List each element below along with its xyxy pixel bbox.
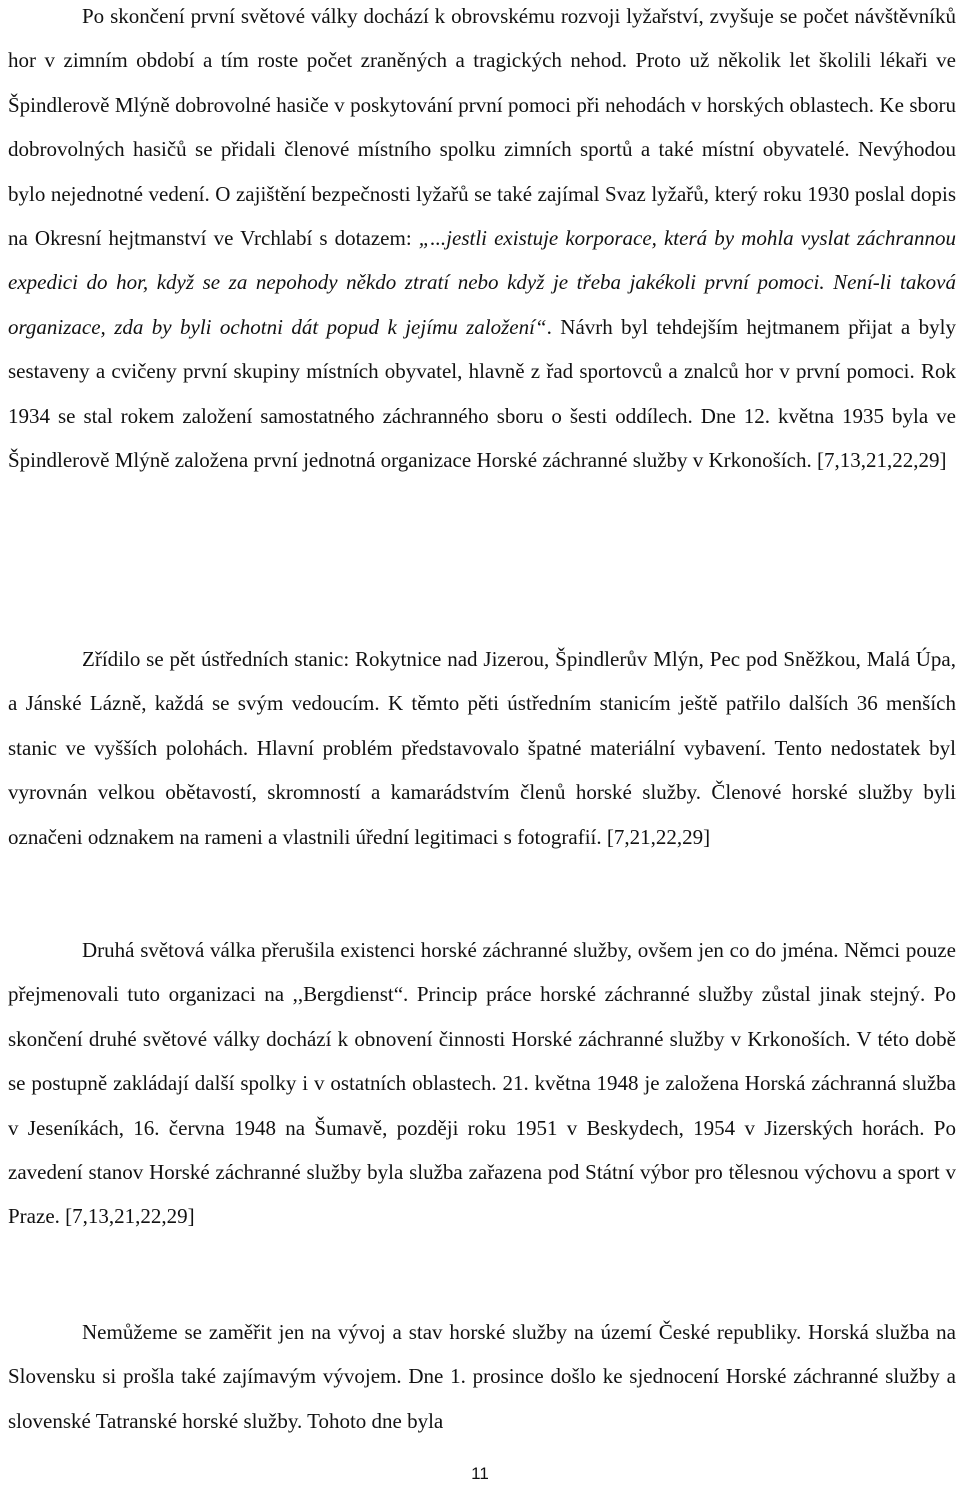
paragraph-1 [8,0,956,482]
paragraph-1-quote: „...jestli existuje korporace, která by mohla vyslat záchrannou expedici do hor, když se za nepohody někdo ztratí nebo když je třeba jakékoli první pomoci. Není-li taková organizace, zda by byli ochotni dát popud k jejímu založení“ [8,226,956,339]
paragraph-1-text-end: . Návrh byl tehdejším hejtmanem přijat a byly sestaveny a cvičeny první skupiny místních obyvatel, hlavně z řad sportovců a znalců hor v první pomoci. Rok 1934 se stal rokem založení samostatného záchranného sboru o šesti oddílech. Dne 12. května 1935 byla ve Špindlerově Mlýně založena první jednotná organizace Horské záchranné služby v Krkonoších. [7,13,21,22,29] [8,314,956,473]
paragraph-3-text: Druhá světová válka přerušila existenci horské záchranné služby, ovšem jen co do jména. Němci pouze přejmenovali tuto organizaci na ,,Bergdienst“. Princip práce horské záchranné služby zůstal jinak stejný. Po skončení druhé světové války dochází k obnovení činnosti Horské záchranné služby v Krkonoších. V této době se postupně zakládají další spolky i v ostatních oblastech. 21. května 1948 je založena Horská záchranná služba v Jeseníkách, 16. června 1948 na Šumavě, později roku 1951 v Beskydech, 1954 v Jizerských horách. Po zavedení stanov Horské záchranné služby byla služba zařazena pod Státní výbor pro tělesnou výchovu a sport v Praze. [7,13,21,22,29] [8,938,956,1229]
paragraph-2 [8,637,956,859]
paragraph-1-text: Po skončení první světové války dochází k obrovskému rozvoji lyžařství, zvyšuje se počet návštěvníků hor v zimním období a tím roste počet zraněných a tragických nehod. Proto už několik let školili lékaři ve Špindlerově Mlýně dobrovolné hasiče v poskytování první pomoci při nehodách v horských oblastech. Ke sboru dobrovolných hasičů se přidali členové místního spolku zimních sportů a také místní obyvatelé. Nevýhodou bylo nejednotné vedení. O zajištění bezpečnosti lyžařů se také zajímal Svaz lyžařů, který roku 1930 poslal dopis na Okresní hejtmanství ve Vrchlabí s dotazem: [8,4,956,251]
paragraph-4-text: Nemůžeme se zaměřit jen na vývoj a stav horské služby na území České republiky. Horská služba na Slovensku si prošla také zajímavým vývojem. Dne 1. prosince došlo ke sjednocení Horské záchranné služby a slovenské Tatranské horské služby. Tohoto dne byla [8,1320,956,1433]
paragraph-3 [8,928,956,1239]
paragraph-4 [8,1310,956,1443]
page-number: 11 [471,1464,489,1483]
paragraph-2-text: Zřídilo se pět ústředních stanic: Rokytnice nad Jizerou, Špindlerův Mlýn, Pec pod Sněžkou, Malá Úpa, a Jánské Lázně, každá se svým vedoucím. K těmto pěti ústředním stanicím ještě patřilo dalších 36 menších stanic ve vyšších polohách. Hlavní problém představovalo špatné materiální vybavení. Tento nedostatek byl vyrovnán velkou obětavostí, skromností a kamarádstvím členů horské služby. Členové horské služby byli označeni odznakem na rameni a vlastnili úřední legitimaci s fotografií. [7,21,22,29] [8,647,956,849]
